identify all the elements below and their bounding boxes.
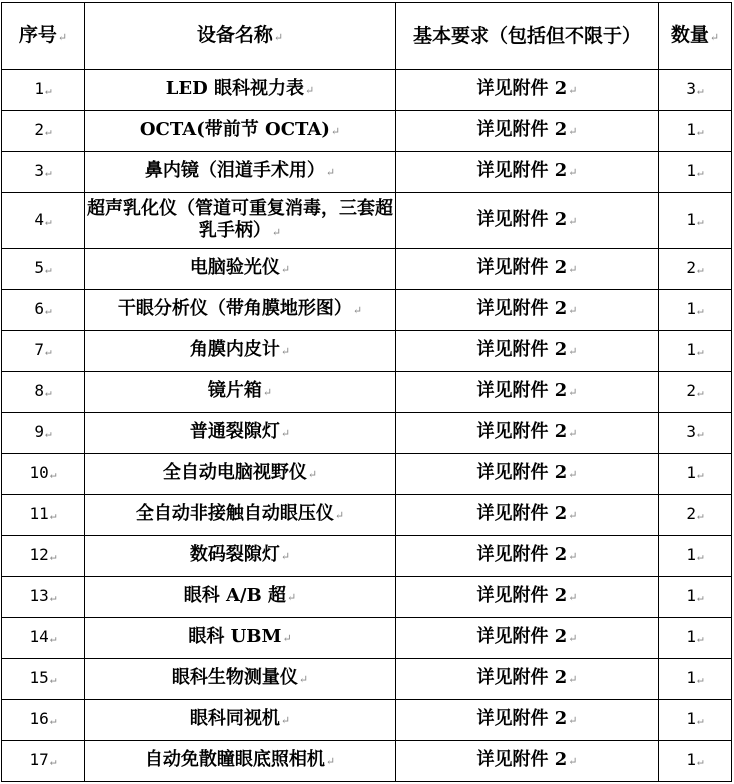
serial-number-cell: 13↵ bbox=[2, 577, 85, 618]
header-quantity: 数量↵ bbox=[659, 3, 732, 70]
table-row bbox=[2, 577, 732, 618]
requirement-cell: 详见附件 2↵ bbox=[396, 249, 659, 290]
table-row bbox=[2, 700, 732, 741]
requirement-cell: 详见附件 2↵ bbox=[396, 331, 659, 372]
equipment-name-cell: 数码裂隙灯↵ bbox=[85, 536, 396, 577]
table-row bbox=[2, 741, 732, 782]
table-row bbox=[2, 111, 732, 152]
equipment-name-cell: 电脑验光仪↵ bbox=[85, 249, 396, 290]
equipment-name-cell: 眼科 UBM↵ bbox=[85, 618, 396, 659]
table-row bbox=[2, 331, 732, 372]
requirement-cell: 详见附件 2↵ bbox=[396, 741, 659, 782]
serial-number-cell: 17↵ bbox=[2, 741, 85, 782]
quantity-cell: 2↵ bbox=[659, 249, 732, 290]
table-row bbox=[2, 659, 732, 700]
table-row bbox=[2, 290, 732, 331]
equipment-name-cell: 镜片箱↵ bbox=[85, 372, 396, 413]
table-row bbox=[2, 413, 732, 454]
serial-number-cell: 10↵ bbox=[2, 454, 85, 495]
requirement-cell: 详见附件 2↵ bbox=[396, 700, 659, 741]
equipment-name-cell: 超声乳化仪（管道可重复消毒，三套超乳手柄）↵ bbox=[85, 193, 396, 249]
header-serial-number: 序号↵ bbox=[2, 3, 85, 70]
requirement-cell: 详见附件 2↵ bbox=[396, 536, 659, 577]
quantity-cell: 1↵ bbox=[659, 659, 732, 700]
equipment-name-cell: 角膜内皮计↵ bbox=[85, 331, 396, 372]
table-row bbox=[2, 152, 732, 193]
equipment-name-cell: 干眼分析仪（带角膜地形图）↵ bbox=[85, 290, 396, 331]
serial-number-cell: 1↵ bbox=[2, 70, 85, 111]
quantity-cell: 1↵ bbox=[659, 741, 732, 782]
equipment-name-cell: 眼科同视机↵ bbox=[85, 700, 396, 741]
equipment-name-cell: 自动免散瞳眼底照相机↵ bbox=[85, 741, 396, 782]
requirement-cell: 详见附件 2↵ bbox=[396, 577, 659, 618]
serial-number-cell: 5↵ bbox=[2, 249, 85, 290]
equipment-name-cell: OCTA(带前节 OCTA)↵ bbox=[85, 111, 396, 152]
quantity-cell: 2↵ bbox=[659, 372, 732, 413]
requirement-cell: 详见附件 2↵ bbox=[396, 152, 659, 193]
serial-number-cell: 6↵ bbox=[2, 290, 85, 331]
requirement-cell: 详见附件 2↵ bbox=[396, 111, 659, 152]
table-row bbox=[2, 495, 732, 536]
equipment-name-cell: 全自动电脑视野仪↵ bbox=[85, 454, 396, 495]
requirement-cell: 详见附件 2↵ bbox=[396, 290, 659, 331]
serial-number-cell: 3↵ bbox=[2, 152, 85, 193]
table-body bbox=[2, 70, 732, 782]
table-row bbox=[2, 249, 732, 290]
equipment-name-cell: 眼科生物测量仪↵ bbox=[85, 659, 396, 700]
equipment-name-cell: 眼科 A/B 超↵ bbox=[85, 577, 396, 618]
serial-number-cell: 11↵ bbox=[2, 495, 85, 536]
table-header-row bbox=[2, 3, 732, 70]
equipment-name-cell: 鼻内镜（泪道手术用）↵ bbox=[85, 152, 396, 193]
quantity-cell: 1↵ bbox=[659, 290, 732, 331]
serial-number-cell: 7↵ bbox=[2, 331, 85, 372]
quantity-cell: 1↵ bbox=[659, 193, 732, 249]
table-row bbox=[2, 70, 732, 111]
requirement-cell: 详见附件 2↵ bbox=[396, 193, 659, 249]
serial-number-cell: 14↵ bbox=[2, 618, 85, 659]
table-row bbox=[2, 372, 732, 413]
serial-number-cell: 16↵ bbox=[2, 700, 85, 741]
equipment-name-cell: LED 眼科视力表↵ bbox=[85, 70, 396, 111]
table-row bbox=[2, 536, 732, 577]
requirement-cell: 详见附件 2↵ bbox=[396, 454, 659, 495]
header-equipment-name: 设备名称↵ bbox=[85, 3, 396, 70]
serial-number-cell: 8↵ bbox=[2, 372, 85, 413]
quantity-cell: 1↵ bbox=[659, 577, 732, 618]
quantity-cell: 3↵ bbox=[659, 70, 732, 111]
header-basic-requirements: 基本要求（包括但不限于） bbox=[396, 3, 659, 70]
quantity-cell: 1↵ bbox=[659, 536, 732, 577]
equipment-table bbox=[1, 2, 732, 782]
table-row bbox=[2, 618, 732, 659]
equipment-name-cell: 全自动非接触自动眼压仪↵ bbox=[85, 495, 396, 536]
serial-number-cell: 12↵ bbox=[2, 536, 85, 577]
requirement-cell: 详见附件 2↵ bbox=[396, 372, 659, 413]
quantity-cell: 1↵ bbox=[659, 454, 732, 495]
quantity-cell: 2↵ bbox=[659, 495, 732, 536]
requirement-cell: 详见附件 2↵ bbox=[396, 618, 659, 659]
requirement-cell: 详见附件 2↵ bbox=[396, 413, 659, 454]
table-row bbox=[2, 193, 732, 249]
quantity-cell: 1↵ bbox=[659, 700, 732, 741]
table-row bbox=[2, 454, 732, 495]
quantity-cell: 3↵ bbox=[659, 413, 732, 454]
quantity-cell: 1↵ bbox=[659, 152, 732, 193]
requirement-cell: 详见附件 2↵ bbox=[396, 495, 659, 536]
quantity-cell: 1↵ bbox=[659, 111, 732, 152]
equipment-name-cell: 普通裂隙灯↵ bbox=[85, 413, 396, 454]
quantity-cell: 1↵ bbox=[659, 331, 732, 372]
serial-number-cell: 4↵ bbox=[2, 193, 85, 249]
serial-number-cell: 15↵ bbox=[2, 659, 85, 700]
requirement-cell: 详见附件 2↵ bbox=[396, 659, 659, 700]
quantity-cell: 1↵ bbox=[659, 618, 732, 659]
serial-number-cell: 2↵ bbox=[2, 111, 85, 152]
serial-number-cell: 9↵ bbox=[2, 413, 85, 454]
requirement-cell: 详见附件 2↵ bbox=[396, 70, 659, 111]
